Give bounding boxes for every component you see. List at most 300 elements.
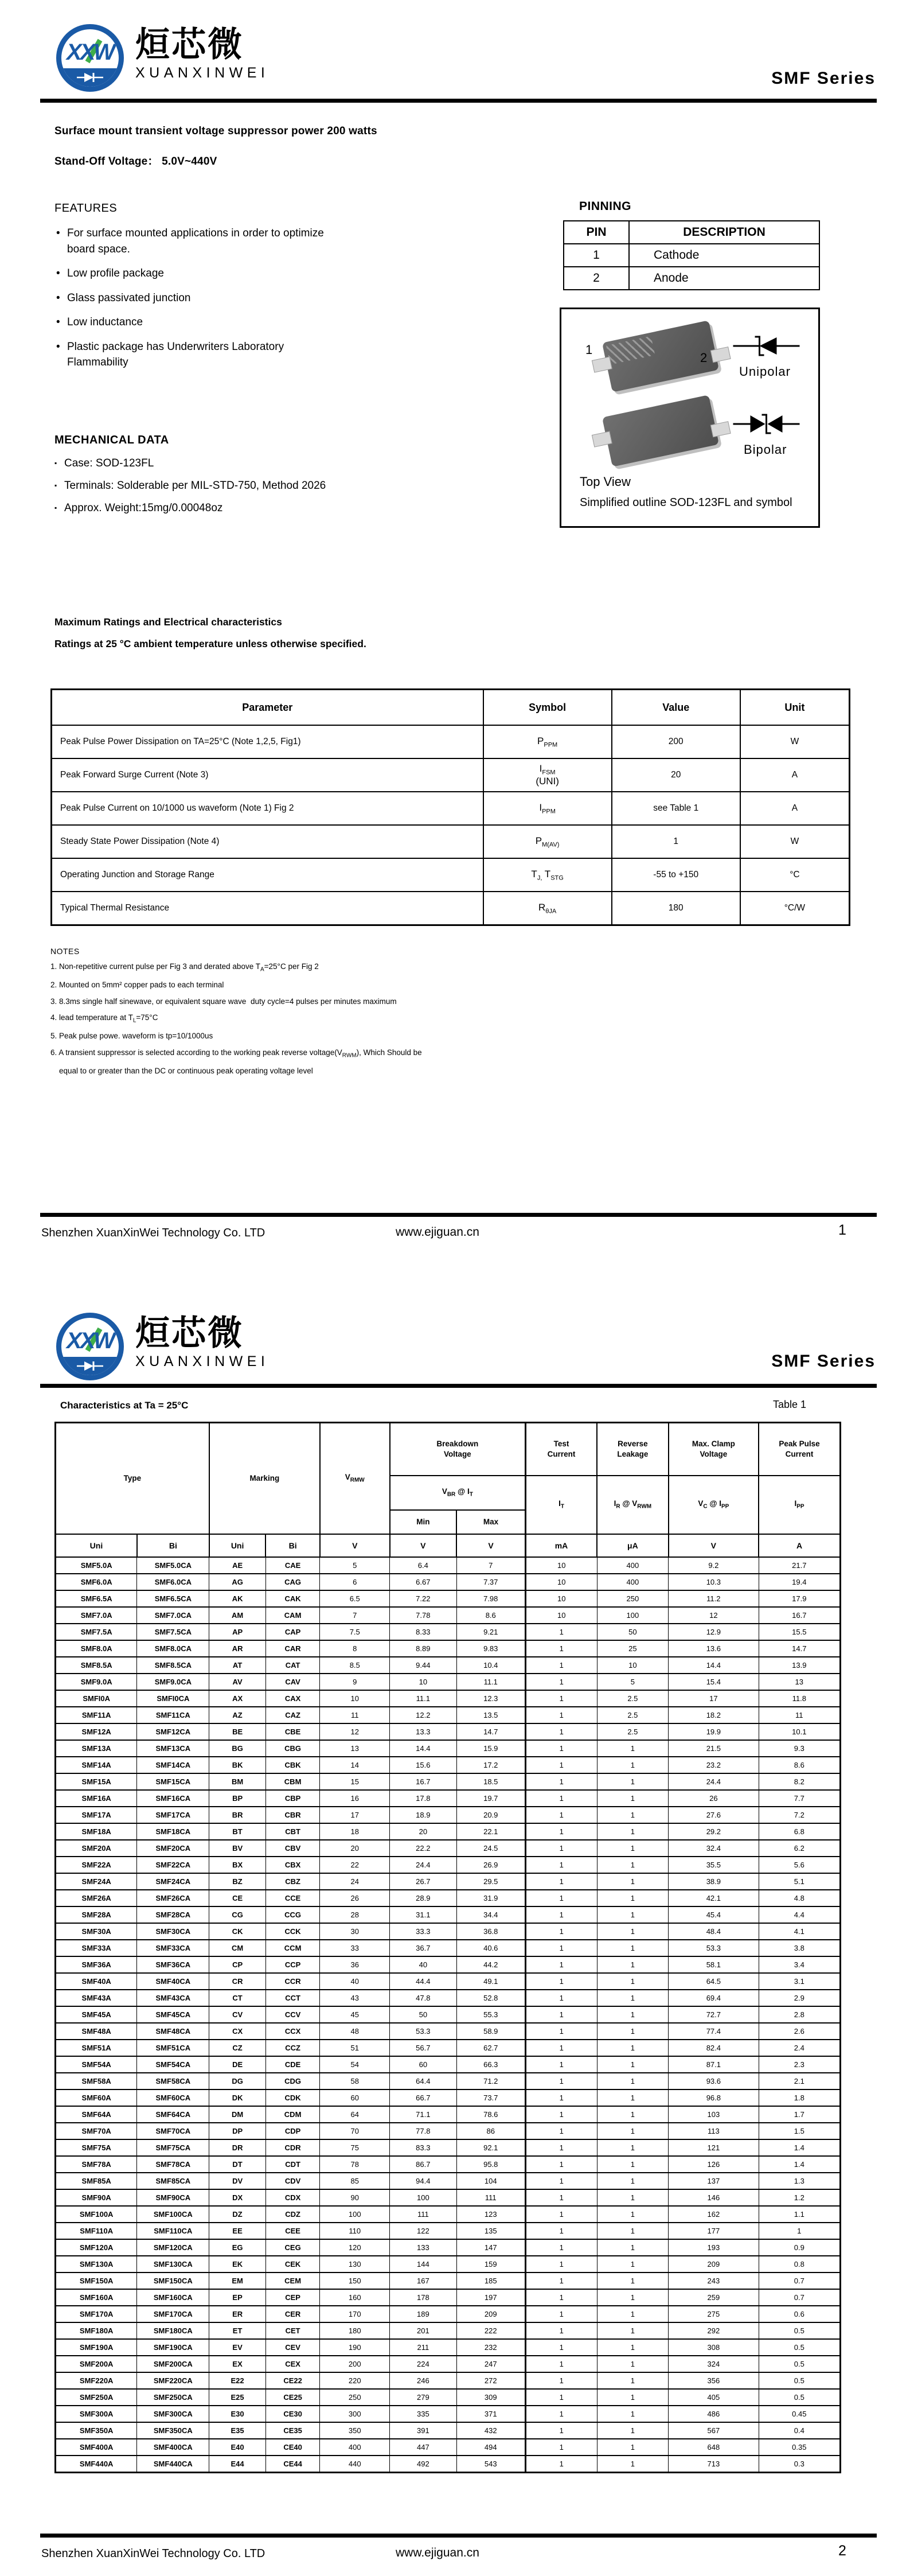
table-cell: 8.5 [320, 1657, 390, 1674]
table-cell: CBE [265, 1723, 319, 1740]
table-cell: 7.22 [390, 1590, 456, 1607]
table-cell: 335 [390, 2406, 456, 2422]
footer-page-number: 2 [838, 2543, 846, 2559]
table-cell: SMF85CA [137, 2173, 209, 2189]
header-rule [40, 1384, 877, 1388]
table-cell: 13.3 [390, 1723, 456, 1740]
diode-icon [76, 72, 104, 83]
table-cell: 17 [669, 1690, 759, 1707]
table-cell: Cathode [629, 244, 819, 267]
table-cell: SMF78CA [137, 2156, 209, 2173]
table-cell: 309 [456, 2389, 525, 2406]
table-cell: 567 [669, 2422, 759, 2439]
table-cell: 111 [456, 2189, 525, 2206]
table-cell: SMF60A [56, 2089, 137, 2106]
table-cell: CR [209, 1973, 266, 1990]
table-cell: 77.8 [390, 2123, 456, 2139]
table-cell: SMF440CA [137, 2456, 209, 2473]
table-cell: 0.4 [759, 2422, 840, 2439]
table-cell: 11 [320, 1707, 390, 1723]
table-cell: 1 [525, 2073, 597, 2089]
table-cell: 0.5 [759, 2356, 840, 2372]
table-row [56, 2123, 841, 2139]
table-cell: CAM [265, 1607, 319, 1624]
table-cell: 110 [320, 2223, 390, 2239]
table-cell: °C [740, 858, 850, 892]
features-section [54, 202, 344, 379]
table-cell: 26 [320, 1890, 390, 1906]
table-row [56, 1640, 841, 1657]
table-row [52, 758, 850, 792]
table-cell: 75 [320, 2139, 390, 2156]
table-cell: 447 [390, 2439, 456, 2456]
table-row [56, 2256, 841, 2273]
table-cell: 9.3 [759, 1740, 840, 1757]
table-cell: 1 [525, 2023, 597, 2040]
table-cell: CE22 [265, 2372, 319, 2389]
table-cell: CBP [265, 1790, 319, 1807]
table-cell: 1 [597, 2206, 669, 2223]
footer-rule [40, 1213, 877, 1217]
table-cell: 50 [390, 2006, 456, 2023]
table-cell: EM [209, 2273, 266, 2289]
table-cell: 0.9 [759, 2239, 840, 2256]
table-cell: 7.37 [456, 1574, 525, 1590]
unit-header-cell: μA [597, 1534, 669, 1557]
table-cell: 147 [456, 2239, 525, 2256]
table-cell: 2.9 [759, 1990, 840, 2006]
table-cell: 10 [525, 1574, 597, 1590]
table-cell: CDR [265, 2139, 319, 2156]
table-cell: SMF26CA [137, 1890, 209, 1906]
table-row [56, 1990, 841, 2006]
table-cell: 1 [525, 1857, 597, 1873]
table-cell: 100 [597, 1607, 669, 1624]
table-cell: 308 [669, 2339, 759, 2356]
table-cell: 5.1 [759, 1873, 840, 1890]
table-cell: 1 [525, 2139, 597, 2156]
table-cell: 4.8 [759, 1890, 840, 1906]
table-cell: 211 [390, 2339, 456, 2356]
table-cell: 1 [525, 1657, 597, 1674]
table-cell: 14 [320, 1757, 390, 1773]
table-cell: 17.2 [456, 1757, 525, 1773]
table-cell: 250 [320, 2389, 390, 2406]
table-cell: AX [209, 1690, 266, 1707]
note-line: 4. lead temperature at $T_L=75^\circ C$ [50, 1013, 158, 1025]
table-cell: 1.4 [759, 2139, 840, 2156]
table-cell: 30 [320, 1923, 390, 1940]
table-cell: 1 [525, 2406, 597, 2422]
table-cell: 60 [320, 2089, 390, 2106]
table-cell: CDV [265, 2173, 319, 2189]
table-cell: SMF75A [56, 2139, 137, 2156]
description-column-header: DESCRIPTION [629, 221, 819, 244]
table-cell: DX [209, 2189, 266, 2206]
table-cell: SMF54CA [137, 2056, 209, 2073]
table-cell: 7 [320, 1607, 390, 1624]
table-cell: 64.4 [390, 2073, 456, 2089]
table-cell: 1 [525, 2206, 597, 2223]
table-cell: CE30 [265, 2406, 319, 2422]
table-cell: 13 [759, 1674, 840, 1690]
table-cell: CCX [265, 2023, 319, 2040]
vbr-at-it-header: $V_{BR}$ @ $I_T$ [390, 1476, 526, 1510]
table-cell: 100 [390, 2189, 456, 2206]
vrmw-header: $V_{RMW}$ [320, 1423, 390, 1535]
table-row [56, 2273, 841, 2289]
pin-column-header: PIN [564, 221, 629, 244]
table-cell: 48.4 [669, 1923, 759, 1940]
table-cell: 20 [320, 1840, 390, 1857]
table-cell: SMF180CA [137, 2322, 209, 2339]
table-cell: 6.2 [759, 1840, 840, 1857]
table-cell: 1 [525, 2372, 597, 2389]
table-cell: CAE [265, 1557, 319, 1574]
table-cell: 2.5 [597, 1690, 669, 1707]
table-cell: 1 [597, 2289, 669, 2306]
table-row [56, 1690, 841, 1707]
table-cell: 54 [320, 2056, 390, 2073]
table-row [52, 792, 850, 825]
table-cell: 1 [525, 1956, 597, 1973]
ipp-header: $I_{PP}$ [759, 1476, 840, 1534]
table-cell: 92.1 [456, 2139, 525, 2156]
table-cell: 86.7 [390, 2156, 456, 2173]
table-cell: 1 [597, 1823, 669, 1840]
table-cell: 1 [525, 1690, 597, 1707]
table-row [56, 1823, 841, 1840]
table-row [56, 2406, 841, 2422]
table-cell: 71.2 [456, 2073, 525, 2089]
table1-label: Table 1 [773, 1399, 807, 1410]
table-cell: 2.4 [759, 2040, 840, 2056]
table-cell: W [740, 825, 850, 858]
table-cell: 177 [669, 2223, 759, 2239]
table-cell: SMF90A [56, 2189, 137, 2206]
table-cell: 42.1 [669, 1890, 759, 1906]
table-cell: DV [209, 2173, 266, 2189]
table-cell: SMF350A [56, 2422, 137, 2439]
table-row [56, 2239, 841, 2256]
table-cell: AP [209, 1624, 266, 1640]
table-cell: SMF8.5CA [137, 1657, 209, 1674]
table-cell: CBG [265, 1740, 319, 1757]
table-cell: 1 [597, 2040, 669, 2056]
table-cell: 15.5 [759, 1624, 840, 1640]
table-cell: 1 [525, 2089, 597, 2106]
package-figure [560, 308, 820, 528]
table-cell: SMF7.0A [56, 1607, 137, 1624]
table-cell: 11 [759, 1707, 840, 1723]
table-cell: SMF14CA [137, 1757, 209, 1773]
table-row [56, 2339, 841, 2356]
note-line: 6. A transient suppressor is selected according to the working peak reverse $voltage(V_{RWM})$, Which Should be [50, 1048, 422, 1059]
header-rule [40, 99, 877, 103]
table-cell: A [740, 758, 850, 792]
table-cell: 9.83 [456, 1640, 525, 1657]
table-cell: 35.5 [669, 1857, 759, 1873]
table-cell: SMF150CA [137, 2273, 209, 2289]
ir-at-vrwm-header: $I_R$ @ $V_{RWM}$ [597, 1476, 669, 1534]
table-cell: CEP [265, 2289, 319, 2306]
table-cell: 113 [669, 2123, 759, 2139]
table-cell: 1 [525, 1890, 597, 1906]
table-cell: 14.4 [669, 1657, 759, 1674]
table-cell: 36 [320, 1956, 390, 1973]
table-row [56, 1857, 841, 1873]
table-row [56, 2389, 841, 2406]
table-cell: CCE [265, 1890, 319, 1906]
characteristics-title: Characteristics at Ta = 25°C [60, 1400, 189, 1411]
table-cell: 1 [597, 2306, 669, 2322]
table-cell: 1 [525, 1823, 597, 1840]
footer-website: www.ejiguan.cn [396, 1225, 479, 1239]
table-cell: 0.5 [759, 2339, 840, 2356]
table-cell: 356 [669, 2372, 759, 2389]
table-cell: 1 [525, 2339, 597, 2356]
table-cell: $R_{\theta JA}$ [483, 892, 612, 925]
table-cell: CAV [265, 1674, 319, 1690]
table-cell: BE [209, 1723, 266, 1740]
table-cell: 405 [669, 2389, 759, 2406]
table-cell: SMF200A [56, 2356, 137, 2372]
table-cell: 200 [320, 2356, 390, 2372]
table-cell: SMF9.0A [56, 1674, 137, 1690]
table-cell: 0.6 [759, 2306, 840, 2322]
table-cell: 10 [525, 1607, 597, 1624]
table-cell: 7.2 [759, 1807, 840, 1823]
table-cell: 20.9 [456, 1807, 525, 1823]
note-line: equal to or greater than the DC or continuous peak operating voltage level [50, 1066, 313, 1075]
table-cell: Operating Junction and Storage Range [52, 858, 483, 892]
table-cell: 10 [597, 1657, 669, 1674]
pinning-heading: PINNING [579, 200, 632, 213]
chip-terminal [592, 431, 612, 448]
table-cell: 1 [525, 1640, 597, 1657]
table-row [56, 1590, 841, 1607]
table-cell: 40.6 [456, 1940, 525, 1956]
table-cell: CDE [265, 2056, 319, 2073]
table-cell: 14.7 [759, 1640, 840, 1657]
table-cell: CDX [265, 2189, 319, 2206]
table-cell: SMF48A [56, 2023, 137, 2040]
table-cell: CT [209, 1990, 266, 2006]
table-cell: 1 [597, 2223, 669, 2239]
unit-header-cell: V [456, 1534, 525, 1557]
table-row [56, 2139, 841, 2156]
table-cell: 8.33 [390, 1624, 456, 1640]
table-cell: 20 [612, 758, 740, 792]
table-cell: SMF51CA [137, 2040, 209, 2056]
table-cell: SMF11CA [137, 1707, 209, 1723]
table-row [52, 825, 850, 858]
table-cell: 64.5 [669, 1973, 759, 1990]
column-header: Symbol [483, 690, 612, 726]
table-cell: SMF200CA [137, 2356, 209, 2372]
table-cell: SMF58CA [137, 2073, 209, 2089]
table-cell: 1.7 [759, 2106, 840, 2123]
table-cell: SMF64CA [137, 2106, 209, 2123]
table-cell: SMF36CA [137, 1956, 209, 1973]
table-cell: 45.4 [669, 1906, 759, 1923]
table-cell: 1 [597, 2156, 669, 2173]
table-cell: 1 [525, 1840, 597, 1857]
table-cell: 1 [525, 1624, 597, 1640]
table-cell: CCV [265, 2006, 319, 2023]
table-cell: 197 [456, 2289, 525, 2306]
table-cell: SMF160A [56, 2289, 137, 2306]
table-cell: 29.5 [456, 1873, 525, 1890]
table-cell: CAT [265, 1657, 319, 1674]
table-cell: SMF14A [56, 1757, 137, 1773]
table-cell: 16.7 [390, 1773, 456, 1790]
table-cell: E44 [209, 2456, 266, 2473]
table-cell: 486 [669, 2406, 759, 2422]
table-cell: $I_{FSM}$ (UNI) [483, 758, 612, 792]
table-cell: 1 [597, 1840, 669, 1857]
table-cell: SMF6.0A [56, 1574, 137, 1590]
table-cell: SMFI0A [56, 1690, 137, 1707]
table-cell: 43 [320, 1990, 390, 2006]
table-cell: 21.5 [669, 1740, 759, 1757]
table-row [56, 1906, 841, 1923]
table-cell: 20 [390, 1823, 456, 1840]
table-cell: 1.2 [759, 2189, 840, 2206]
table-cell: 53.3 [669, 1940, 759, 1956]
table-cell: 350 [320, 2422, 390, 2439]
brand-logo [56, 24, 269, 92]
table-cell: 1 [525, 1873, 597, 1890]
table-cell: 40 [320, 1973, 390, 1990]
table-cell: 0.5 [759, 2372, 840, 2389]
table-cell: CEM [265, 2273, 319, 2289]
table-cell: 94.4 [390, 2173, 456, 2189]
table-cell: 1 [525, 2106, 597, 2123]
table-cell: ET [209, 2322, 266, 2339]
table-cell: SMF120CA [137, 2239, 209, 2256]
table-cell: 120 [320, 2239, 390, 2256]
bipolar-diode-symbol-icon [731, 411, 802, 437]
table-cell: 1 [525, 2006, 597, 2023]
table-cell: SMF8.0A [56, 1640, 137, 1657]
table-row [56, 1973, 841, 1990]
table-cell: 33.3 [390, 1923, 456, 1940]
table-cell: 324 [669, 2356, 759, 2372]
table-cell: 95.8 [456, 2156, 525, 2173]
table-cell: CE44 [265, 2456, 319, 2473]
table-cell: 0.45 [759, 2406, 840, 2422]
table-cell: 1 [525, 1707, 597, 1723]
table-cell: CEE [265, 2223, 319, 2239]
table-cell: 275 [669, 2306, 759, 2322]
table-cell: CE35 [265, 2422, 319, 2439]
table-cell: SMF8.5A [56, 1657, 137, 1674]
table-cell: 1.5 [759, 2123, 840, 2139]
unipolar-diode-symbol-icon [731, 333, 802, 359]
feature-item: • Plastic package has Underwriters Laboratory Flammability [54, 339, 344, 371]
table-cell: 1 [525, 1973, 597, 1990]
table-cell: 150 [320, 2273, 390, 2289]
table-cell: 1 [597, 1757, 669, 1773]
table-cell: 391 [390, 2422, 456, 2439]
footer-website: www.ejiguan.cn [396, 2546, 479, 2559]
pin1-label: 1 [585, 343, 593, 357]
table-cell: 10 [320, 1690, 390, 1707]
table-cell: CCG [265, 1906, 319, 1923]
table-cell: 2.5 [597, 1707, 669, 1723]
table-cell: CBT [265, 1823, 319, 1840]
table-cell: 52.8 [456, 1990, 525, 2006]
table-cell: 1 [597, 2123, 669, 2139]
table-cell: 18.2 [669, 1707, 759, 1723]
table-cell: 1 [597, 1790, 669, 1807]
series-title: SMF Series [771, 69, 876, 88]
table-cell: 9.2 [669, 1557, 759, 1574]
table-cell: 1 [597, 1990, 669, 2006]
table-cell: E40 [209, 2439, 266, 2456]
table-cell: E35 [209, 2422, 266, 2439]
table-cell: 1 [597, 1740, 669, 1757]
table-cell: EG [209, 2239, 266, 2256]
table-row [56, 2422, 841, 2439]
table-cell: W [740, 725, 850, 758]
table-cell: 1 [525, 2422, 597, 2439]
table-cell: 17.9 [759, 1590, 840, 1607]
table-cell: 1 [597, 1873, 669, 1890]
table-cell: SMF250CA [137, 2389, 209, 2406]
chip-terminal [710, 421, 731, 437]
table-cell: 1 [612, 825, 740, 858]
table-cell: $P_{PPM}$ [483, 725, 612, 758]
table-cell: CCK [265, 1923, 319, 1940]
table-cell: SMF9.0CA [137, 1674, 209, 1690]
table-cell: 49.1 [456, 1973, 525, 1990]
table-cell: EX [209, 2356, 266, 2372]
table-cell: SMF8.0CA [137, 1640, 209, 1657]
table-cell: 400 [320, 2439, 390, 2456]
table-row [56, 2289, 841, 2306]
table-cell: 87.1 [669, 2056, 759, 2073]
features-heading: FEATURES [54, 202, 118, 215]
table-cell: SMF16CA [137, 1790, 209, 1807]
table-cell: 2.1 [759, 2073, 840, 2089]
table-row [56, 2056, 841, 2073]
table-cell: 180 [612, 892, 740, 925]
table-cell: SMF5.0A [56, 1557, 137, 1574]
table-cell: °C/W [740, 892, 850, 925]
table-cell: 167 [390, 2273, 456, 2289]
table-cell: 1 [525, 2040, 597, 2056]
brand-name-cn: 烜芯微 [135, 1314, 244, 1352]
table-row [56, 1923, 841, 1940]
unit-header-cell: Bi [265, 1534, 319, 1557]
table-cell: 1 [597, 2439, 669, 2456]
table-cell: 494 [456, 2439, 525, 2456]
table-cell: 247 [456, 2356, 525, 2372]
table-cell: 2.3 [759, 2056, 840, 2073]
bipolar-label: Bipolar [744, 442, 787, 457]
table-cell: 144 [390, 2256, 456, 2273]
unit-header-cell: V [390, 1534, 456, 1557]
table-cell: SMF7.0CA [137, 1607, 209, 1624]
table-cell: 0.3 [759, 2456, 840, 2473]
table-cell: 209 [456, 2306, 525, 2322]
table-cell: CAP [265, 1624, 319, 1640]
table-cell: SMF100CA [137, 2206, 209, 2223]
table-cell: 2.5 [597, 1723, 669, 1740]
table-row [56, 1607, 841, 1624]
